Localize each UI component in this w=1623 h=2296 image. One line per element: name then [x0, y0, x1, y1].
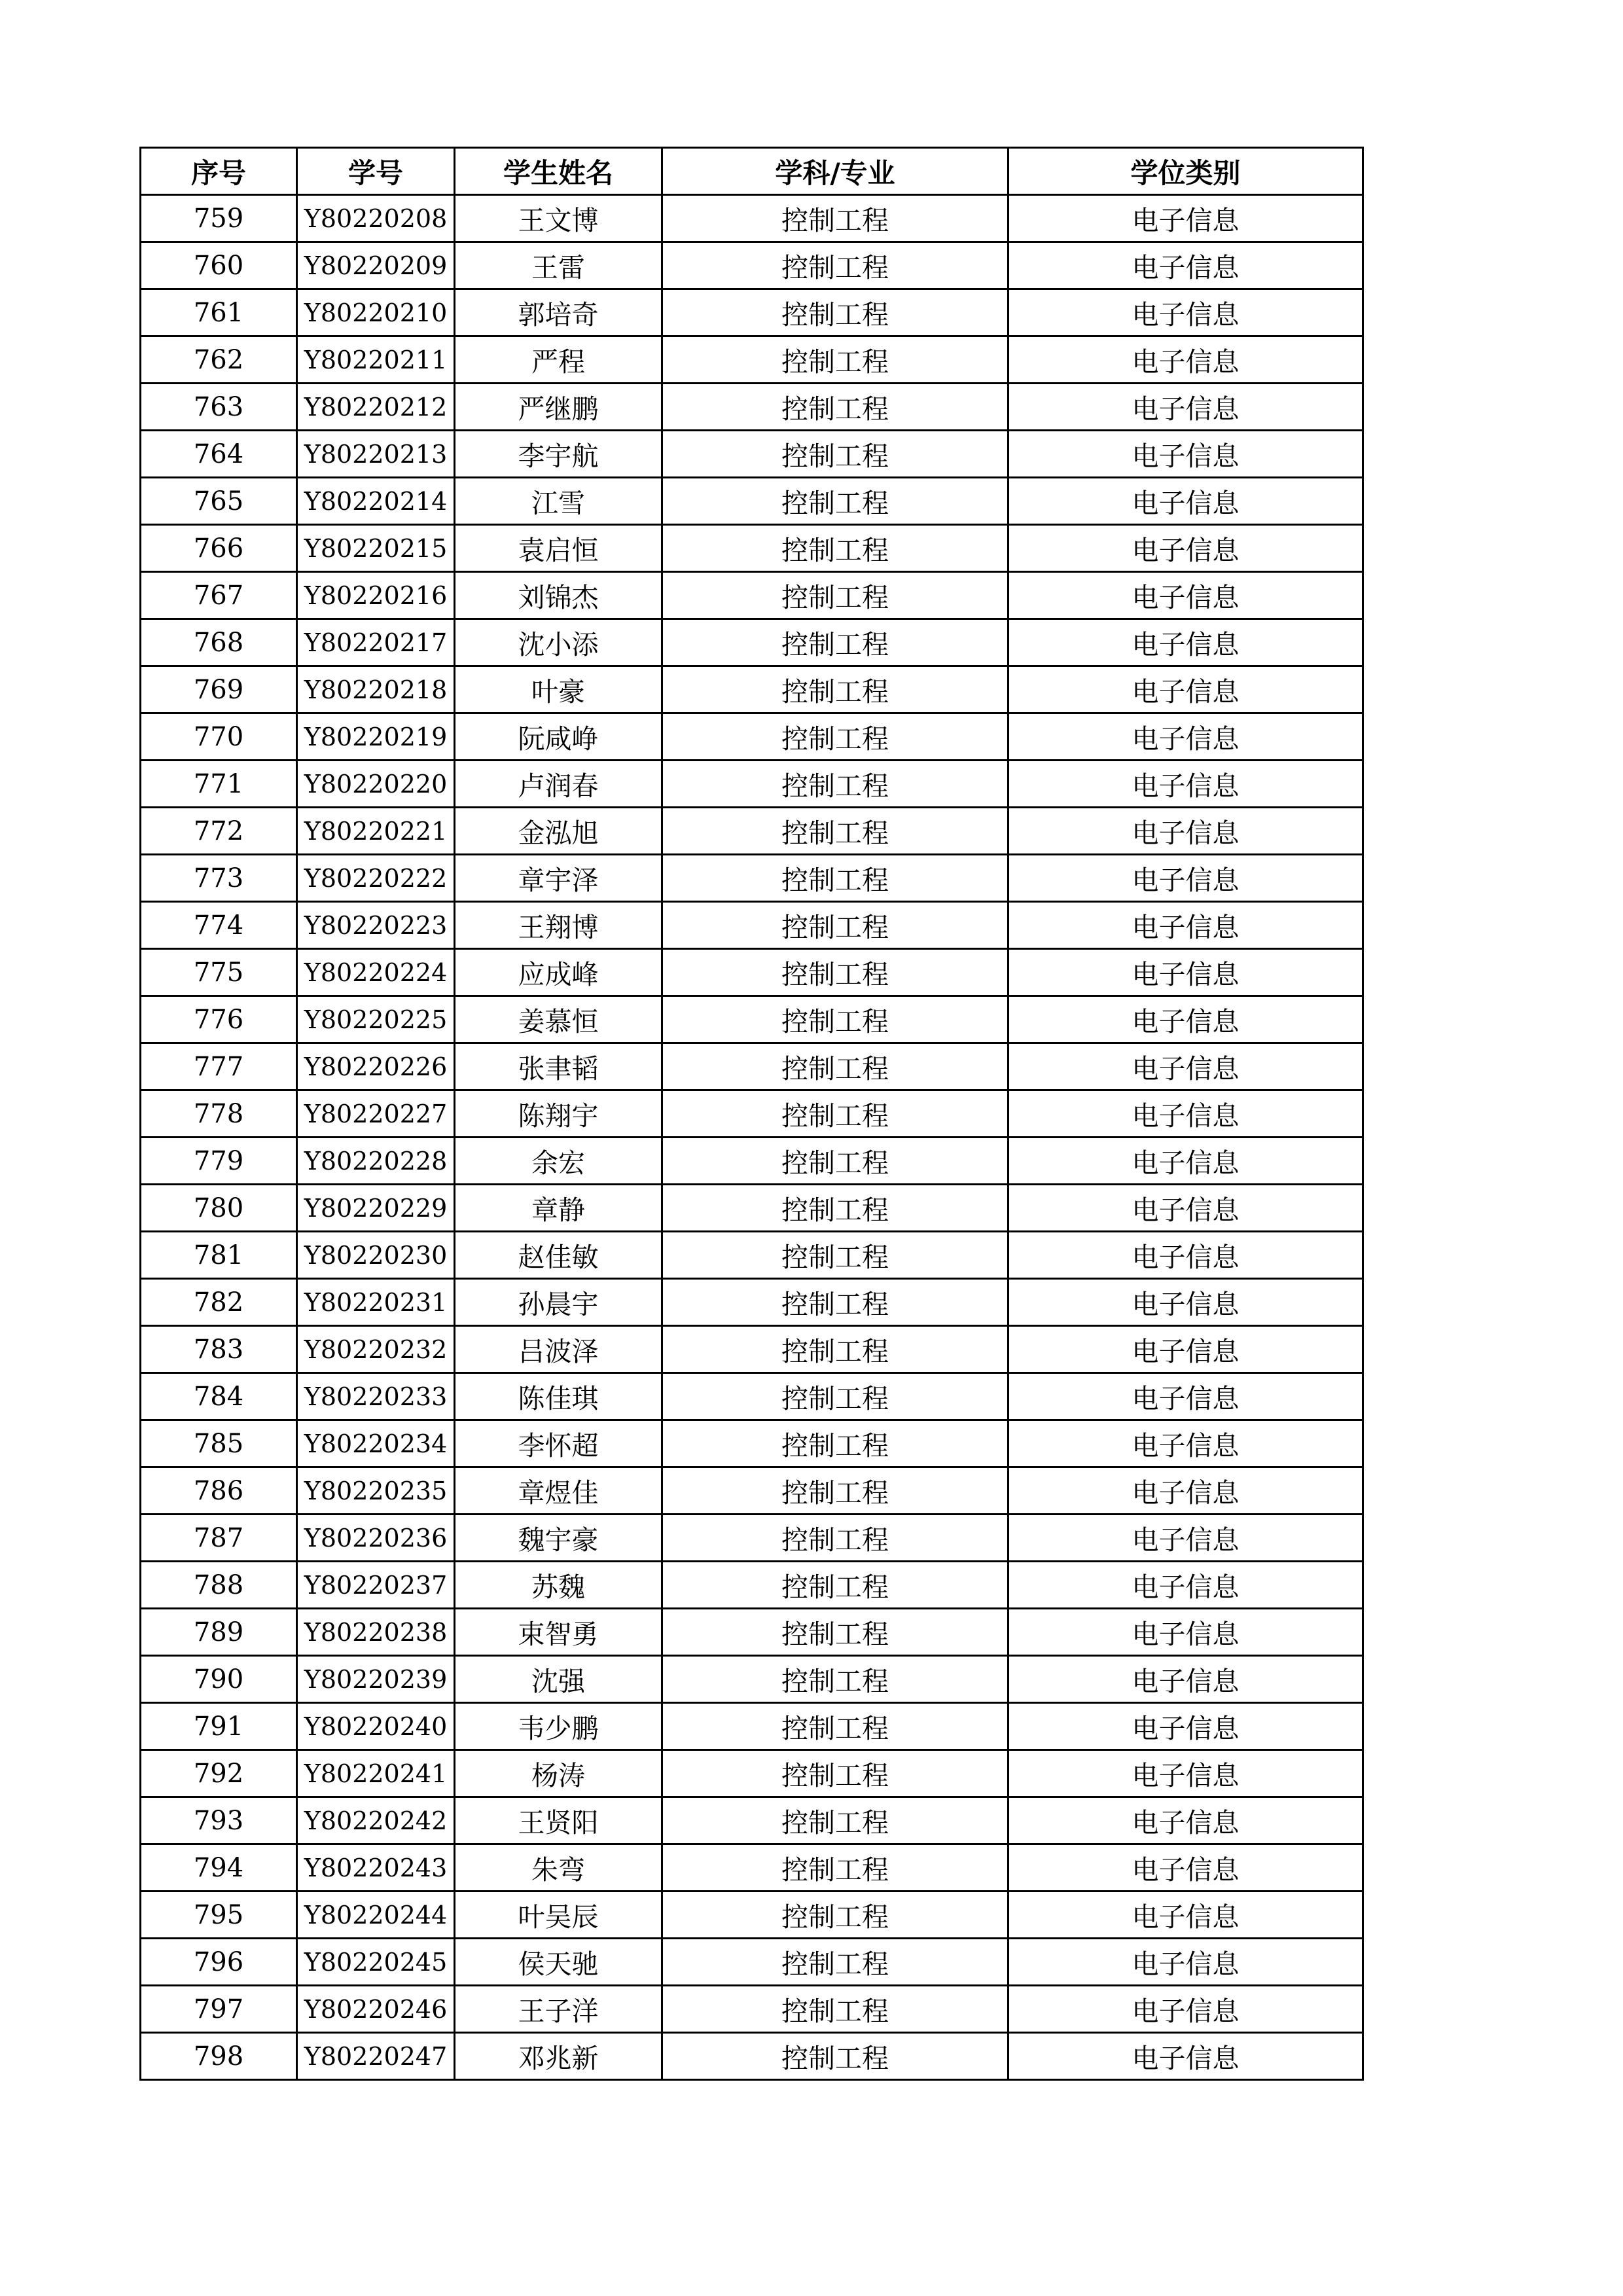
cell-student-name: 束智勇: [455, 1609, 662, 1656]
table-row: [141, 195, 1363, 242]
cell-student-name: 侯天驰: [455, 1939, 662, 1986]
cell-student-name: 阮咸峥: [455, 713, 662, 761]
cell-seq: 788: [141, 1562, 297, 1609]
table-row: [141, 1279, 1363, 1326]
cell-seq: 779: [141, 1138, 297, 1185]
cell-student-id: Y80220210: [297, 289, 455, 336]
cell-major: 控制工程: [662, 1373, 1008, 1420]
cell-student-id: Y80220220: [297, 761, 455, 808]
cell-seq: 780: [141, 1185, 297, 1232]
header-row: [141, 148, 1363, 195]
table-row: [141, 572, 1363, 619]
cell-student-id: Y80220227: [297, 1090, 455, 1138]
cell-seq: 785: [141, 1420, 297, 1467]
cell-seq: 761: [141, 289, 297, 336]
cell-seq: 767: [141, 572, 297, 619]
cell-degree-type: 电子信息: [1008, 808, 1363, 855]
cell-major: 控制工程: [662, 1656, 1008, 1703]
cell-seq: 772: [141, 808, 297, 855]
table-row: [141, 619, 1363, 666]
cell-degree-type: 电子信息: [1008, 619, 1363, 666]
header-student-name: 学生姓名: [455, 148, 662, 195]
cell-major: 控制工程: [662, 1326, 1008, 1373]
cell-major: 控制工程: [662, 1844, 1008, 1892]
cell-student-name: 应成峰: [455, 949, 662, 996]
cell-major: 控制工程: [662, 808, 1008, 855]
cell-degree-type: 电子信息: [1008, 1515, 1363, 1562]
cell-major: 控制工程: [662, 855, 1008, 902]
cell-seq: 775: [141, 949, 297, 996]
cell-student-name: 王雷: [455, 242, 662, 289]
cell-student-id: Y80220229: [297, 1185, 455, 1232]
table-row: [141, 1750, 1363, 1797]
cell-student-id: Y80220218: [297, 666, 455, 713]
cell-student-name: 张聿韬: [455, 1043, 662, 1090]
cell-degree-type: 电子信息: [1008, 1420, 1363, 1467]
cell-student-id: Y80220225: [297, 996, 455, 1043]
cell-student-id: Y80220216: [297, 572, 455, 619]
table-row: [141, 1467, 1363, 1515]
cell-degree-type: 电子信息: [1008, 902, 1363, 949]
cell-seq: 781: [141, 1232, 297, 1279]
cell-seq: 766: [141, 525, 297, 572]
cell-student-name: 陈翔宇: [455, 1090, 662, 1138]
cell-student-id: Y80220212: [297, 384, 455, 431]
header-student-id: 学号: [297, 148, 455, 195]
cell-degree-type: 电子信息: [1008, 1609, 1363, 1656]
cell-student-id: Y80220226: [297, 1043, 455, 1090]
cell-seq: 789: [141, 1609, 297, 1656]
cell-student-name: 沈小添: [455, 619, 662, 666]
cell-seq: 771: [141, 761, 297, 808]
table-row: [141, 1043, 1363, 1090]
cell-student-id: Y80220219: [297, 713, 455, 761]
cell-seq: 784: [141, 1373, 297, 1420]
cell-degree-type: 电子信息: [1008, 1562, 1363, 1609]
cell-student-name: 余宏: [455, 1138, 662, 1185]
cell-major: 控制工程: [662, 1797, 1008, 1844]
cell-student-name: 苏魏: [455, 1562, 662, 1609]
cell-degree-type: 电子信息: [1008, 1043, 1363, 1090]
cell-student-id: Y80220246: [297, 1986, 455, 2033]
cell-student-id: Y80220231: [297, 1279, 455, 1326]
cell-major: 控制工程: [662, 478, 1008, 525]
cell-seq: 790: [141, 1656, 297, 1703]
cell-seq: 776: [141, 996, 297, 1043]
cell-major: 控制工程: [662, 902, 1008, 949]
table-row: [141, 996, 1363, 1043]
cell-degree-type: 电子信息: [1008, 195, 1363, 242]
table-row: [141, 1797, 1363, 1844]
cell-major: 控制工程: [662, 619, 1008, 666]
cell-major: 控制工程: [662, 289, 1008, 336]
table-body: [141, 195, 1363, 2080]
cell-degree-type: 电子信息: [1008, 855, 1363, 902]
cell-degree-type: 电子信息: [1008, 242, 1363, 289]
cell-student-id: Y80220247: [297, 2033, 455, 2080]
cell-degree-type: 电子信息: [1008, 1797, 1363, 1844]
cell-student-id: Y80220221: [297, 808, 455, 855]
cell-seq: 793: [141, 1797, 297, 1844]
cell-student-name: 章煜佳: [455, 1467, 662, 1515]
cell-seq: 769: [141, 666, 297, 713]
cell-student-id: Y80220240: [297, 1703, 455, 1750]
cell-student-name: 袁启恒: [455, 525, 662, 572]
cell-seq: 759: [141, 195, 297, 242]
cell-degree-type: 电子信息: [1008, 761, 1363, 808]
cell-seq: 762: [141, 336, 297, 384]
table-row: [141, 1986, 1363, 2033]
cell-student-name: 赵佳敏: [455, 1232, 662, 1279]
cell-student-id: Y80220211: [297, 336, 455, 384]
table-row: [141, 1090, 1363, 1138]
cell-degree-type: 电子信息: [1008, 666, 1363, 713]
cell-seq: 778: [141, 1090, 297, 1138]
cell-student-name: 李怀超: [455, 1420, 662, 1467]
cell-major: 控制工程: [662, 1939, 1008, 1986]
cell-student-name: 姜慕恒: [455, 996, 662, 1043]
cell-student-id: Y80220214: [297, 478, 455, 525]
cell-major: 控制工程: [662, 1703, 1008, 1750]
table-row: [141, 384, 1363, 431]
table-row: [141, 1939, 1363, 1986]
table-row: [141, 761, 1363, 808]
cell-degree-type: 电子信息: [1008, 572, 1363, 619]
cell-seq: 792: [141, 1750, 297, 1797]
table-row: [141, 1232, 1363, 1279]
cell-student-id: Y80220228: [297, 1138, 455, 1185]
table-row: [141, 666, 1363, 713]
cell-major: 控制工程: [662, 242, 1008, 289]
cell-seq: 786: [141, 1467, 297, 1515]
table-row: [141, 1562, 1363, 1609]
cell-major: 控制工程: [662, 431, 1008, 478]
cell-student-name: 卢润春: [455, 761, 662, 808]
cell-degree-type: 电子信息: [1008, 1750, 1363, 1797]
cell-student-name: 严继鹏: [455, 384, 662, 431]
table-row: [141, 902, 1363, 949]
cell-major: 控制工程: [662, 1562, 1008, 1609]
cell-degree-type: 电子信息: [1008, 1090, 1363, 1138]
table-row: [141, 1138, 1363, 1185]
table-row: [141, 1656, 1363, 1703]
cell-student-id: Y80220215: [297, 525, 455, 572]
cell-student-id: Y80220241: [297, 1750, 455, 1797]
cell-student-id: Y80220208: [297, 195, 455, 242]
cell-major: 控制工程: [662, 384, 1008, 431]
cell-student-name: 朱弯: [455, 1844, 662, 1892]
cell-major: 控制工程: [662, 572, 1008, 619]
cell-degree-type: 电子信息: [1008, 1892, 1363, 1939]
cell-student-id: Y80220222: [297, 855, 455, 902]
cell-degree-type: 电子信息: [1008, 478, 1363, 525]
cell-major: 控制工程: [662, 1090, 1008, 1138]
table-row: [141, 289, 1363, 336]
cell-student-id: Y80220244: [297, 1892, 455, 1939]
cell-student-id: Y80220217: [297, 619, 455, 666]
cell-seq: 763: [141, 384, 297, 431]
cell-student-name: 刘锦杰: [455, 572, 662, 619]
cell-seq: 787: [141, 1515, 297, 1562]
cell-degree-type: 电子信息: [1008, 1279, 1363, 1326]
cell-major: 控制工程: [662, 1515, 1008, 1562]
cell-major: 控制工程: [662, 195, 1008, 242]
student-roster-table: [139, 147, 1364, 2081]
cell-seq: 783: [141, 1326, 297, 1373]
table-row: [141, 1892, 1363, 1939]
header-major: 学科/专业: [662, 148, 1008, 195]
cell-student-id: Y80220238: [297, 1609, 455, 1656]
table-row: [141, 855, 1363, 902]
cell-degree-type: 电子信息: [1008, 1656, 1363, 1703]
cell-student-id: Y80220234: [297, 1420, 455, 1467]
cell-major: 控制工程: [662, 1232, 1008, 1279]
cell-degree-type: 电子信息: [1008, 2033, 1363, 2080]
cell-degree-type: 电子信息: [1008, 1326, 1363, 1373]
cell-degree-type: 电子信息: [1008, 336, 1363, 384]
header-seq: 序号: [141, 148, 297, 195]
cell-major: 控制工程: [662, 761, 1008, 808]
cell-student-name: 叶吴辰: [455, 1892, 662, 1939]
cell-student-id: Y80220232: [297, 1326, 455, 1373]
table-row: [141, 1420, 1363, 1467]
cell-degree-type: 电子信息: [1008, 1844, 1363, 1892]
cell-degree-type: 电子信息: [1008, 1986, 1363, 2033]
cell-student-name: 金泓旭: [455, 808, 662, 855]
cell-major: 控制工程: [662, 1279, 1008, 1326]
table-row: [141, 242, 1363, 289]
cell-student-name: 邓兆新: [455, 2033, 662, 2080]
cell-student-name: 江雪: [455, 478, 662, 525]
table-row: [141, 713, 1363, 761]
cell-student-name: 沈强: [455, 1656, 662, 1703]
cell-student-id: Y80220223: [297, 902, 455, 949]
cell-seq: 768: [141, 619, 297, 666]
cell-seq: 773: [141, 855, 297, 902]
cell-degree-type: 电子信息: [1008, 431, 1363, 478]
cell-seq: 777: [141, 1043, 297, 1090]
cell-degree-type: 电子信息: [1008, 525, 1363, 572]
cell-degree-type: 电子信息: [1008, 384, 1363, 431]
cell-student-id: Y80220235: [297, 1467, 455, 1515]
cell-major: 控制工程: [662, 1750, 1008, 1797]
cell-seq: 760: [141, 242, 297, 289]
cell-student-id: Y80220245: [297, 1939, 455, 1986]
cell-seq: 795: [141, 1892, 297, 1939]
cell-student-id: Y80220233: [297, 1373, 455, 1420]
table-row: [141, 431, 1363, 478]
cell-degree-type: 电子信息: [1008, 1467, 1363, 1515]
cell-degree-type: 电子信息: [1008, 1232, 1363, 1279]
cell-student-id: Y80220237: [297, 1562, 455, 1609]
cell-degree-type: 电子信息: [1008, 1939, 1363, 1986]
cell-student-name: 韦少鹏: [455, 1703, 662, 1750]
cell-major: 控制工程: [662, 713, 1008, 761]
cell-seq: 764: [141, 431, 297, 478]
table-row: [141, 525, 1363, 572]
table-row: [141, 478, 1363, 525]
cell-student-name: 章静: [455, 1185, 662, 1232]
cell-student-name: 孙晨宇: [455, 1279, 662, 1326]
cell-student-id: Y80220230: [297, 1232, 455, 1279]
cell-degree-type: 电子信息: [1008, 289, 1363, 336]
cell-student-name: 叶豪: [455, 666, 662, 713]
cell-student-name: 吕波泽: [455, 1326, 662, 1373]
cell-major: 控制工程: [662, 1420, 1008, 1467]
header-degree-type: 学位类别: [1008, 148, 1363, 195]
cell-seq: 796: [141, 1939, 297, 1986]
cell-major: 控制工程: [662, 525, 1008, 572]
cell-student-id: Y80220209: [297, 242, 455, 289]
table-row: [141, 1703, 1363, 1750]
table-row: [141, 949, 1363, 996]
cell-student-name: 陈佳琪: [455, 1373, 662, 1420]
cell-student-name: 魏宇豪: [455, 1515, 662, 1562]
cell-student-name: 郭培奇: [455, 289, 662, 336]
table-row: [141, 808, 1363, 855]
cell-major: 控制工程: [662, 1892, 1008, 1939]
cell-degree-type: 电子信息: [1008, 1703, 1363, 1750]
cell-seq: 794: [141, 1844, 297, 1892]
cell-student-id: Y80220213: [297, 431, 455, 478]
cell-major: 控制工程: [662, 1467, 1008, 1515]
cell-student-name: 杨涛: [455, 1750, 662, 1797]
cell-seq: 765: [141, 478, 297, 525]
cell-major: 控制工程: [662, 336, 1008, 384]
cell-degree-type: 电子信息: [1008, 1138, 1363, 1185]
cell-seq: 791: [141, 1703, 297, 1750]
cell-major: 控制工程: [662, 1185, 1008, 1232]
cell-major: 控制工程: [662, 949, 1008, 996]
cell-major: 控制工程: [662, 2033, 1008, 2080]
cell-degree-type: 电子信息: [1008, 1185, 1363, 1232]
cell-seq: 770: [141, 713, 297, 761]
table-row: [141, 1844, 1363, 1892]
cell-student-id: Y80220224: [297, 949, 455, 996]
cell-student-id: Y80220236: [297, 1515, 455, 1562]
cell-student-name: 王文博: [455, 195, 662, 242]
cell-degree-type: 电子信息: [1008, 713, 1363, 761]
table-row: [141, 1609, 1363, 1656]
table-row: [141, 1515, 1363, 1562]
table-row: [141, 1373, 1363, 1420]
table-row: [141, 336, 1363, 384]
cell-student-name: 王翔博: [455, 902, 662, 949]
table-header: [141, 148, 1363, 195]
cell-student-id: Y80220242: [297, 1797, 455, 1844]
table-row: [141, 1185, 1363, 1232]
cell-student-name: 王贤阳: [455, 1797, 662, 1844]
cell-degree-type: 电子信息: [1008, 949, 1363, 996]
cell-seq: 774: [141, 902, 297, 949]
cell-student-name: 王子洋: [455, 1986, 662, 2033]
cell-student-name: 章宇泽: [455, 855, 662, 902]
cell-student-id: Y80220243: [297, 1844, 455, 1892]
cell-student-id: Y80220239: [297, 1656, 455, 1703]
cell-major: 控制工程: [662, 1986, 1008, 2033]
cell-degree-type: 电子信息: [1008, 1373, 1363, 1420]
cell-student-name: 严程: [455, 336, 662, 384]
cell-seq: 782: [141, 1279, 297, 1326]
cell-major: 控制工程: [662, 996, 1008, 1043]
table-row: [141, 2033, 1363, 2080]
cell-major: 控制工程: [662, 1043, 1008, 1090]
cell-student-name: 李宇航: [455, 431, 662, 478]
cell-major: 控制工程: [662, 1609, 1008, 1656]
cell-major: 控制工程: [662, 666, 1008, 713]
table-row: [141, 1326, 1363, 1373]
cell-degree-type: 电子信息: [1008, 996, 1363, 1043]
cell-major: 控制工程: [662, 1138, 1008, 1185]
cell-seq: 798: [141, 2033, 297, 2080]
cell-seq: 797: [141, 1986, 297, 2033]
